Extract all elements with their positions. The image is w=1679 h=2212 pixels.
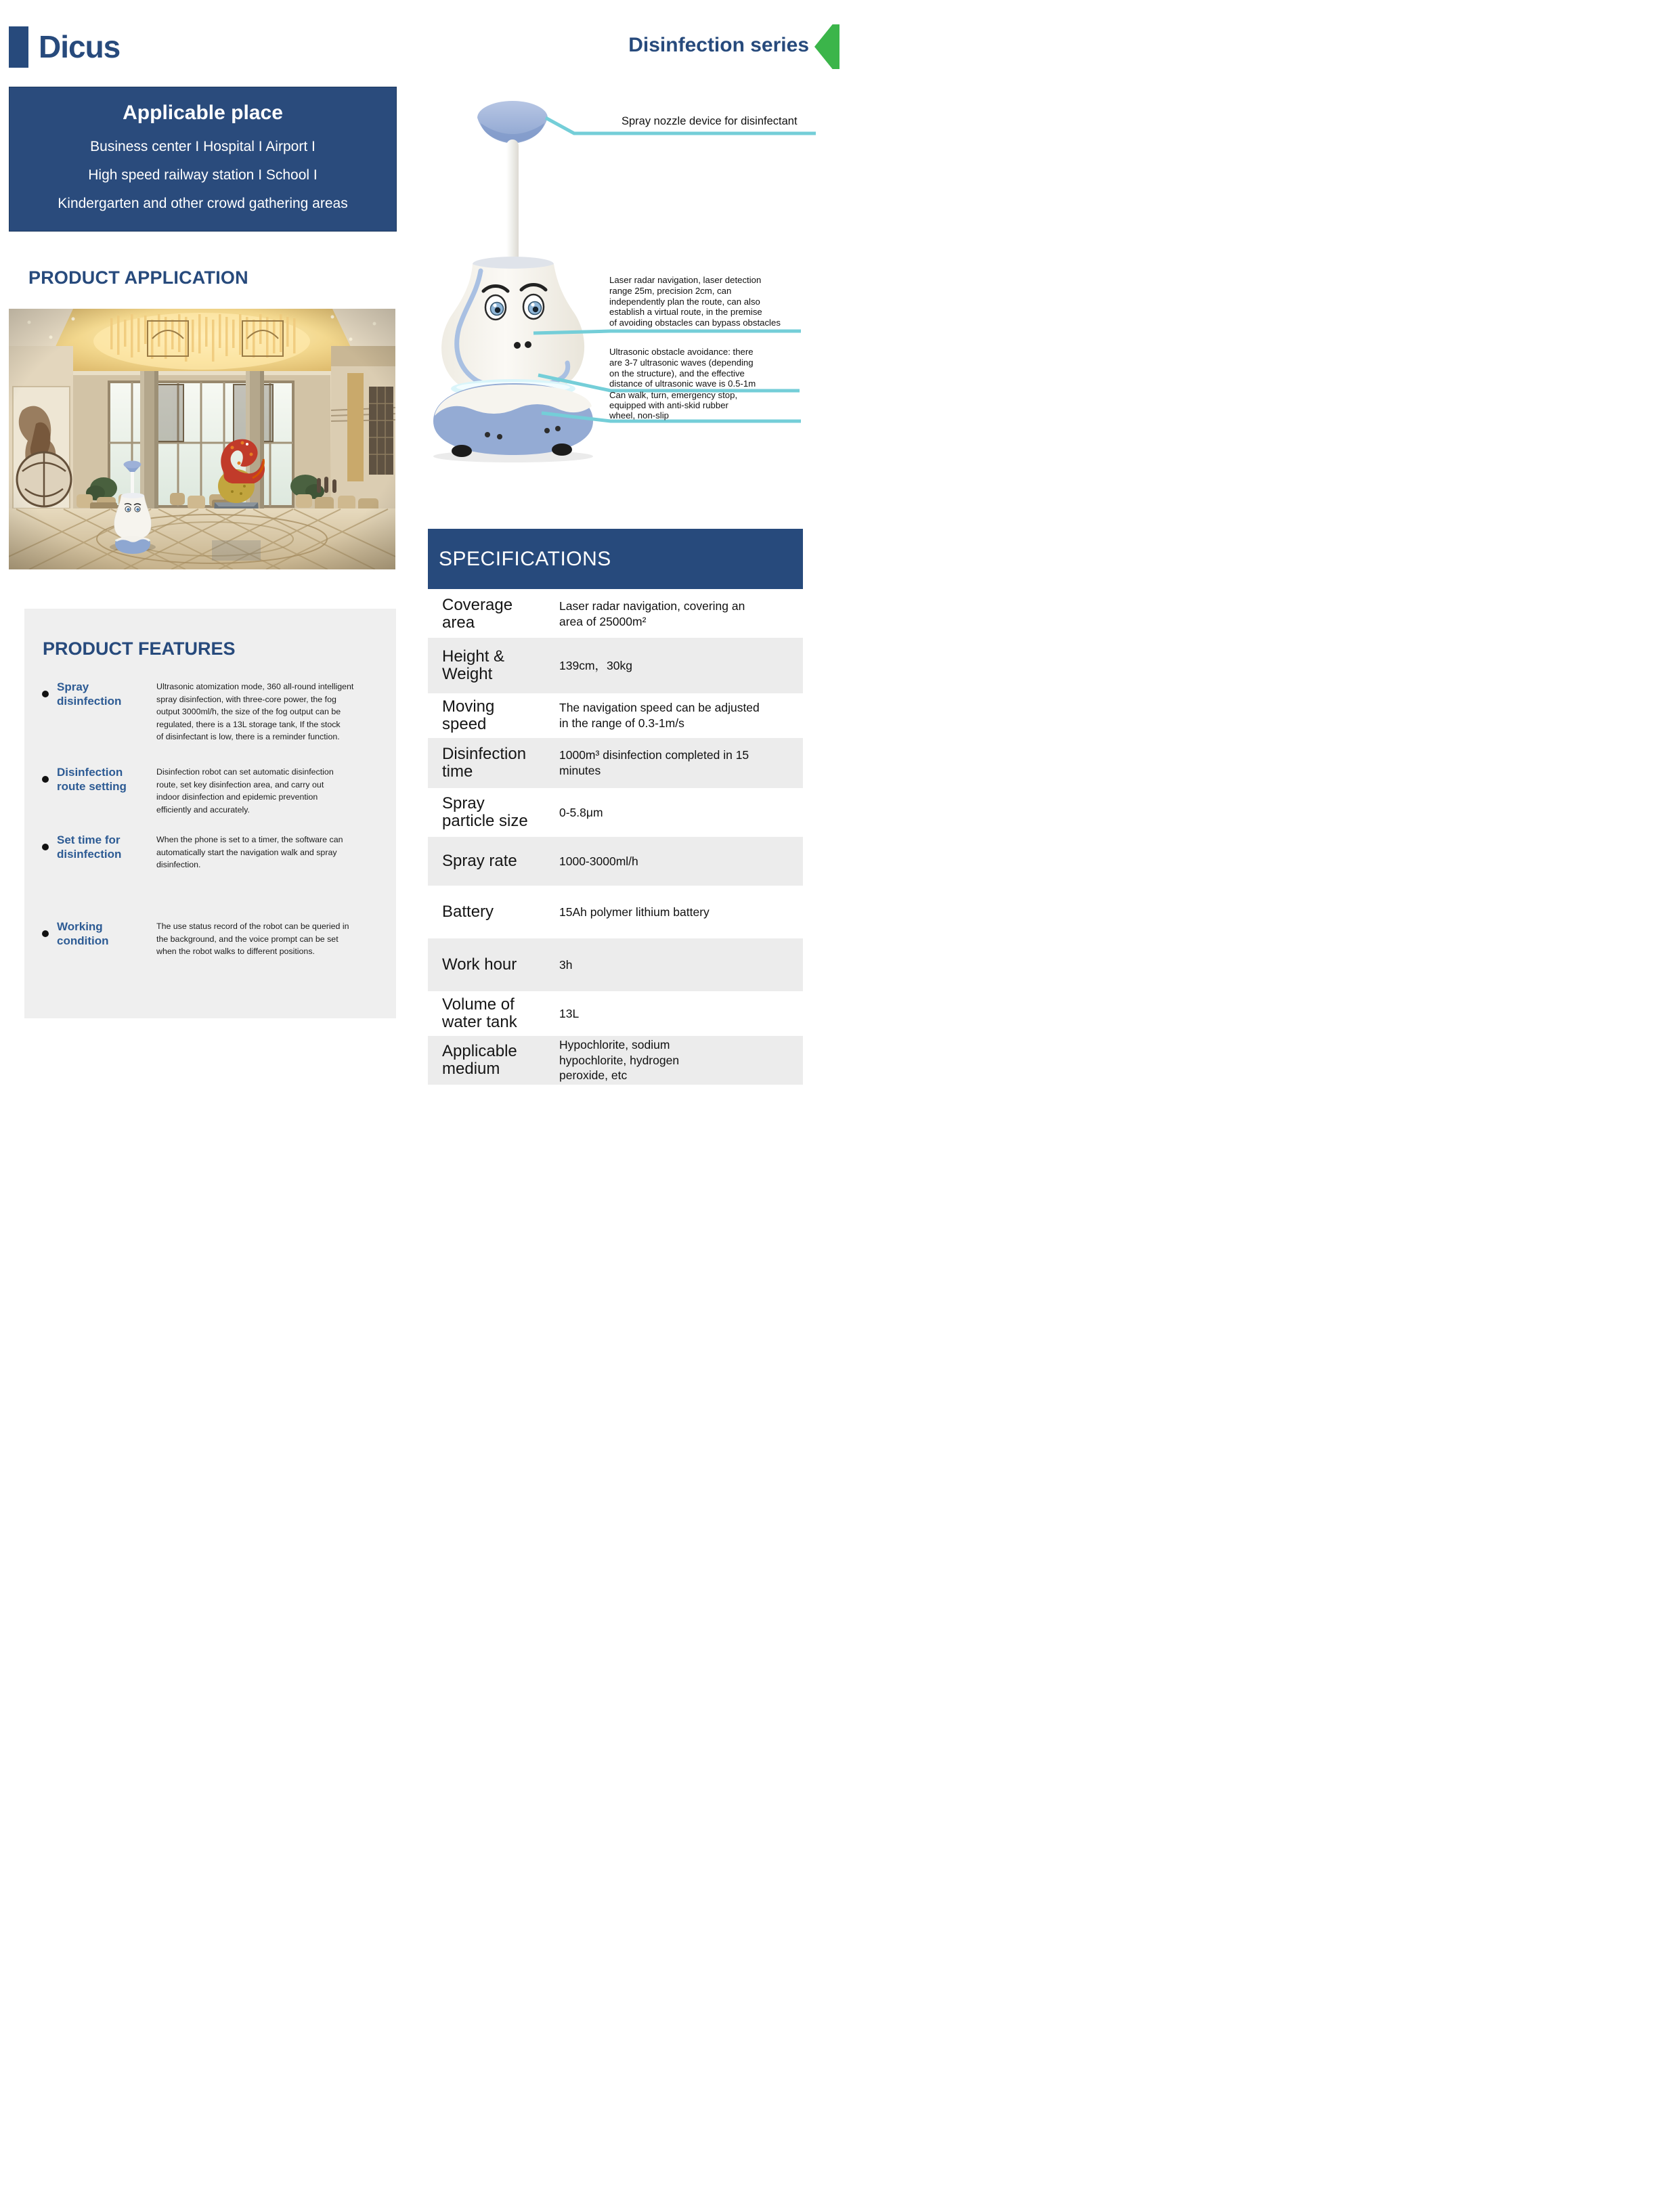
bullet-dot-icon	[42, 776, 49, 783]
feature-set-time: Set time for disinfection When the phone is set to a timer, the software can automatically start the navigation walk and spray disinfection.	[42, 833, 394, 871]
product-features-section	[24, 609, 396, 1018]
brand-name: Dicus	[39, 29, 121, 64]
callout-ultrasonic: Ultrasonic obstacle avoidance: there are 3-7 ultrasonic waves (depending on the structure), and the effective distance of ultrasonic wave is 0.5-1m	[609, 347, 756, 389]
wheel-icon	[552, 443, 572, 456]
spec-row-work-hour: Work hour 3h	[428, 938, 803, 991]
specifications-header	[428, 529, 803, 589]
feature-working-condition: Working condition The use status record of the robot can be queried in the background, and the voice prompt can be set when the robot walks to different positions.	[42, 919, 394, 958]
spec-row-disinfection-time: Disinfection time 1000m³ disinfection completed in 15 minutes	[428, 738, 803, 788]
bullet-dot-icon	[42, 691, 49, 697]
specifications-title: SPECIFICATIONS	[439, 547, 611, 570]
bullet-dot-icon	[42, 844, 49, 850]
spec-row-spray-particle-size: Spray particle size 0-5.8μm	[442, 794, 603, 830]
series-arrow-icon	[814, 24, 840, 69]
wheel-icon	[452, 445, 472, 457]
spray-pole	[506, 139, 519, 263]
specifications-table	[428, 590, 803, 1085]
product-features-heading: PRODUCT FEATURES	[43, 638, 236, 659]
feature-spray-disinfection: Spray disinfection Ultrasonic atomization mode, 360 all-round intelligent spray disinfection, with three-core power, the fog output 3000ml/h, the size of the fog output can be regulated, there is a 13L storage tank, If the stock of disinfectant is low, there is a reminder function.	[42, 680, 394, 743]
spec-row-moving-speed: Moving speed The navigation speed can be adjusted in the range of 0.3-1m/s	[442, 697, 760, 733]
callout-laser-radar: Laser radar navigation, laser detection range 25m, precision 2cm, can independently plan the route, can also establish a virtual route, in the premise of avoiding obstacles can bypass obstacles	[609, 275, 781, 328]
spec-row-applicable-medium: Applicable medium Hypochlorite, sodium hypochlorite, hydrogen peroxide, etc	[428, 1036, 803, 1085]
robot-illustration	[414, 96, 601, 465]
bullet-dot-icon	[42, 930, 49, 937]
product-application-heading: PRODUCT APPLICATION	[28, 267, 248, 288]
lobby-photo-illustration	[9, 309, 395, 569]
spec-row-battery: Battery 15Ah polymer lithium battery	[442, 903, 710, 921]
spec-row-coverage-area: Coverage area Laser radar navigation, covering an area of 25000m²	[442, 596, 745, 632]
spec-row-height-weight: Height & Weight 139cm，30kg	[428, 638, 803, 693]
brochure-page	[0, 0, 840, 1106]
spec-row-spray-rate: Spray rate 1000-3000ml/h	[428, 837, 803, 886]
callout-spray-nozzle: Spray nozzle device for disinfectant	[622, 115, 798, 127]
applicable-place-box	[9, 87, 397, 232]
brand-logo-square-icon	[9, 26, 28, 68]
series-label: Disinfection series	[628, 34, 809, 56]
spec-row-water-tank-volume: Volume of water tank 13L	[442, 995, 580, 1031]
applicable-place-lines: Business center I Hospital I Airport I High speed railway station I School I Kindergarten and other crowd gathering areas	[58, 139, 348, 211]
applicable-place-title: Applicable place	[123, 102, 283, 124]
feature-disinfection-route: Disinfection route setting Disinfection robot can set automatic disinfection route, set key disinfection area, and carry out indoor disinfection and epidemic prevention efficiently and accurately.	[42, 765, 394, 816]
lobby-photo	[9, 309, 395, 569]
callout-mobility: Can walk, turn, emergency stop, equipped with anti-skid rubber wheel, non-slip	[609, 390, 738, 420]
